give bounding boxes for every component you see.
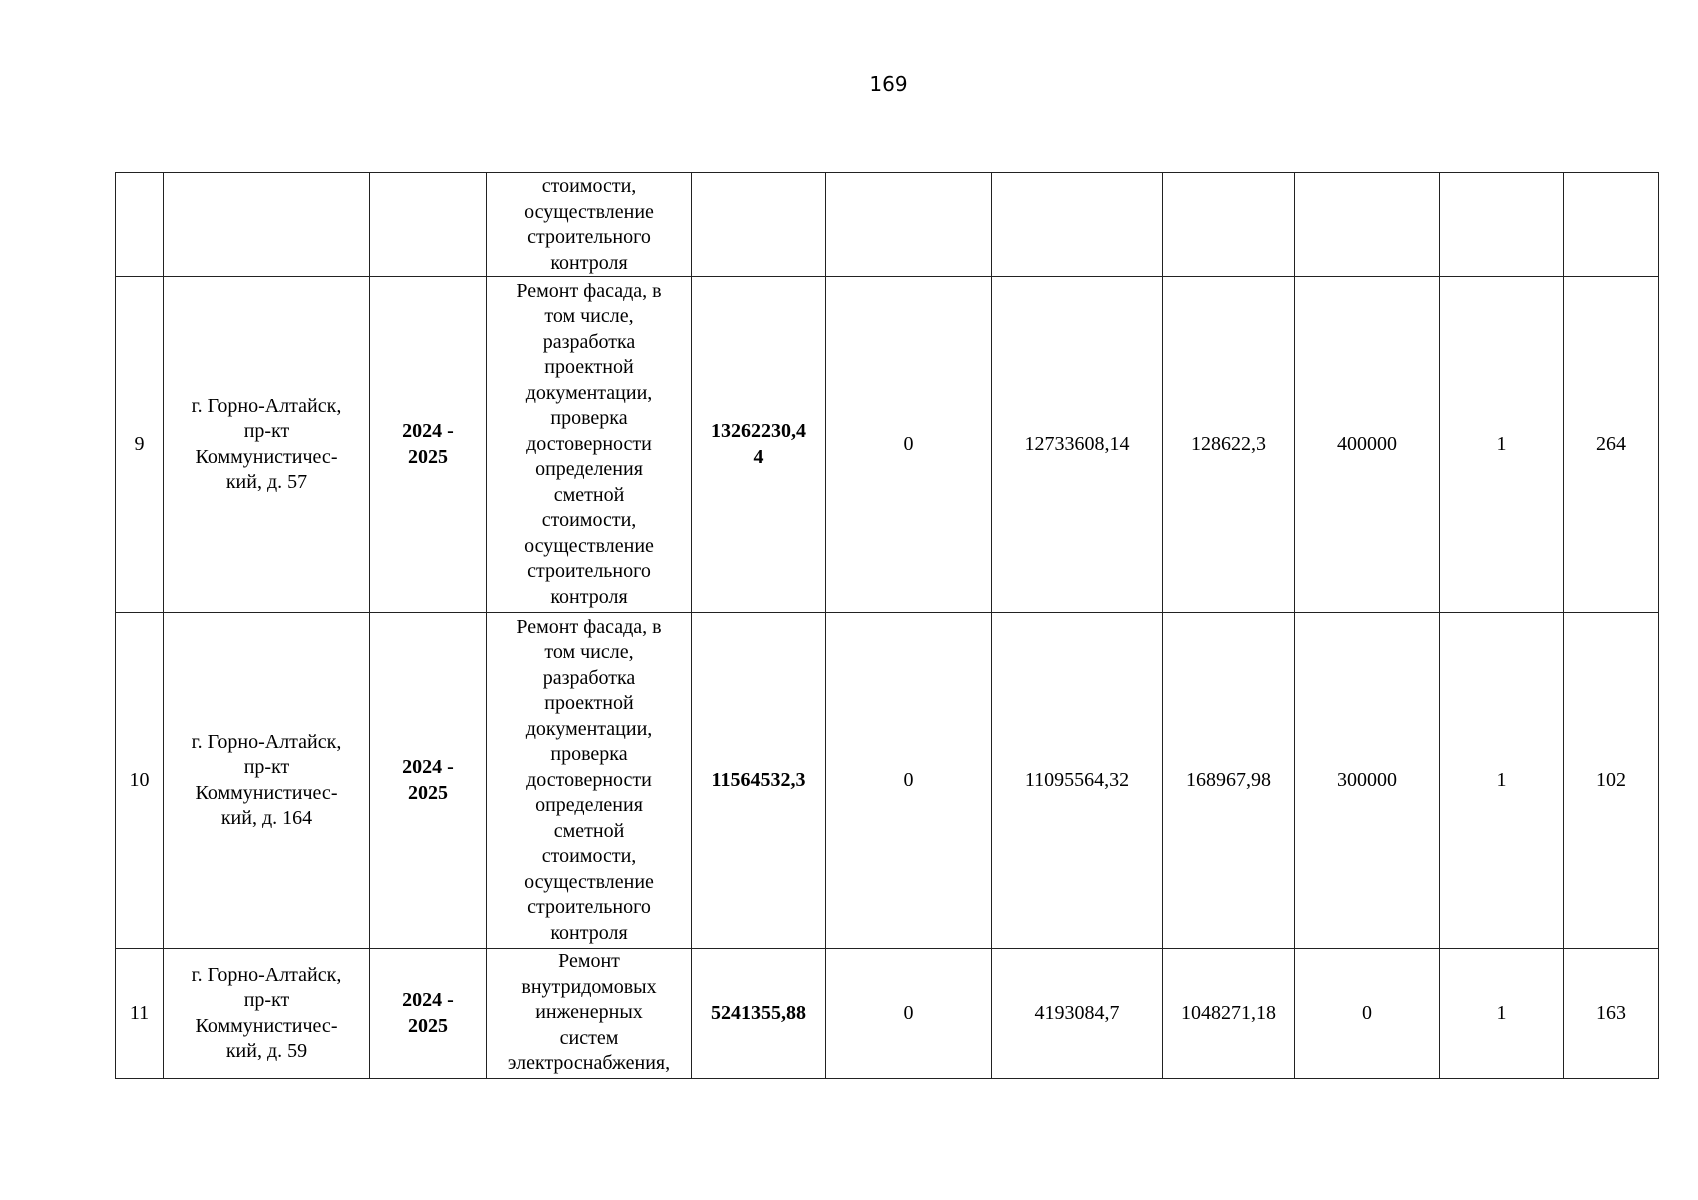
cell-no: 9 xyxy=(116,277,164,613)
cell-total xyxy=(692,173,826,277)
cell-col5 xyxy=(826,173,992,277)
work-type-text: стоимости, осуществление строительного контроля xyxy=(524,175,654,274)
cell-col7: 1048271,18 xyxy=(1163,949,1295,1079)
cell-col6 xyxy=(992,173,1163,277)
cell-work-type xyxy=(487,613,692,949)
cell-no: 10 xyxy=(116,613,164,949)
cell-work-type xyxy=(487,949,692,1079)
cell-total: 5241355,88 xyxy=(692,949,826,1079)
cell-work-type xyxy=(487,277,692,613)
cell-col7: 128622,3 xyxy=(1163,277,1295,613)
cell-no xyxy=(116,173,164,277)
table-row xyxy=(116,949,1659,1079)
cell-col9 xyxy=(1440,173,1564,277)
cell-period: 2024 - 2025 xyxy=(370,949,487,1079)
cell-total: 13262230,4 4 xyxy=(692,277,826,613)
cell-period: 2024 - 2025 xyxy=(370,277,487,613)
cell-col5: 0 xyxy=(826,613,992,949)
cell-col10: 163 xyxy=(1564,949,1659,1079)
cell-total: 11564532,3 xyxy=(692,613,826,949)
work-type-text: Ремонт фасада, в том числе, разработка проектной документации, проверка достоверности определения сметной стоимости, осуществление строительного контроля xyxy=(516,615,662,944)
table-row xyxy=(116,277,1659,613)
table-row xyxy=(116,613,1659,949)
cell-col5: 0 xyxy=(826,277,992,613)
cell-col6: 11095564,32 xyxy=(992,613,1163,949)
cell-col9: 1 xyxy=(1440,949,1564,1079)
cell-col10: 264 xyxy=(1564,277,1659,613)
cell-col8: 400000 xyxy=(1295,277,1440,613)
cell-col7 xyxy=(1163,173,1295,277)
work-type-text: Ремонт фасада, в том числе, разработка проектной документации, проверка достоверности определения сметной стоимости, осуществление строительного контроля xyxy=(516,279,662,608)
cell-address: г. Горно-Алтайск, пр-кт Коммунистичес- кий, д. 59 xyxy=(164,949,370,1079)
cell-col5: 0 xyxy=(826,949,992,1079)
table-row-continued xyxy=(116,173,1659,277)
cell-col6: 12733608,14 xyxy=(992,277,1163,613)
work-type-text: Ремонт внутридомовых инженерных систем электроснабжения, xyxy=(507,950,671,1074)
page-number: 169 xyxy=(869,72,908,96)
cell-col8 xyxy=(1295,173,1440,277)
cell-col9: 1 xyxy=(1440,277,1564,613)
cell-period xyxy=(370,173,487,277)
cell-col8: 300000 xyxy=(1295,613,1440,949)
cell-address: г. Горно-Алтайск, пр-кт Коммунистичес- кий, д. 57 xyxy=(164,277,370,613)
cell-work-type xyxy=(487,173,692,277)
cell-col6: 4193084,7 xyxy=(992,949,1163,1079)
cell-address: г. Горно-Алтайск, пр-кт Коммунистичес- кий, д. 164 xyxy=(164,613,370,949)
cell-address xyxy=(164,173,370,277)
cell-col9: 1 xyxy=(1440,613,1564,949)
cell-period: 2024 - 2025 xyxy=(370,613,487,949)
program-table xyxy=(115,172,1659,1079)
cell-col10: 102 xyxy=(1564,613,1659,949)
cell-col7: 168967,98 xyxy=(1163,613,1295,949)
cell-col8: 0 xyxy=(1295,949,1440,1079)
cell-col10 xyxy=(1564,173,1659,277)
cell-no: 11 xyxy=(116,949,164,1079)
